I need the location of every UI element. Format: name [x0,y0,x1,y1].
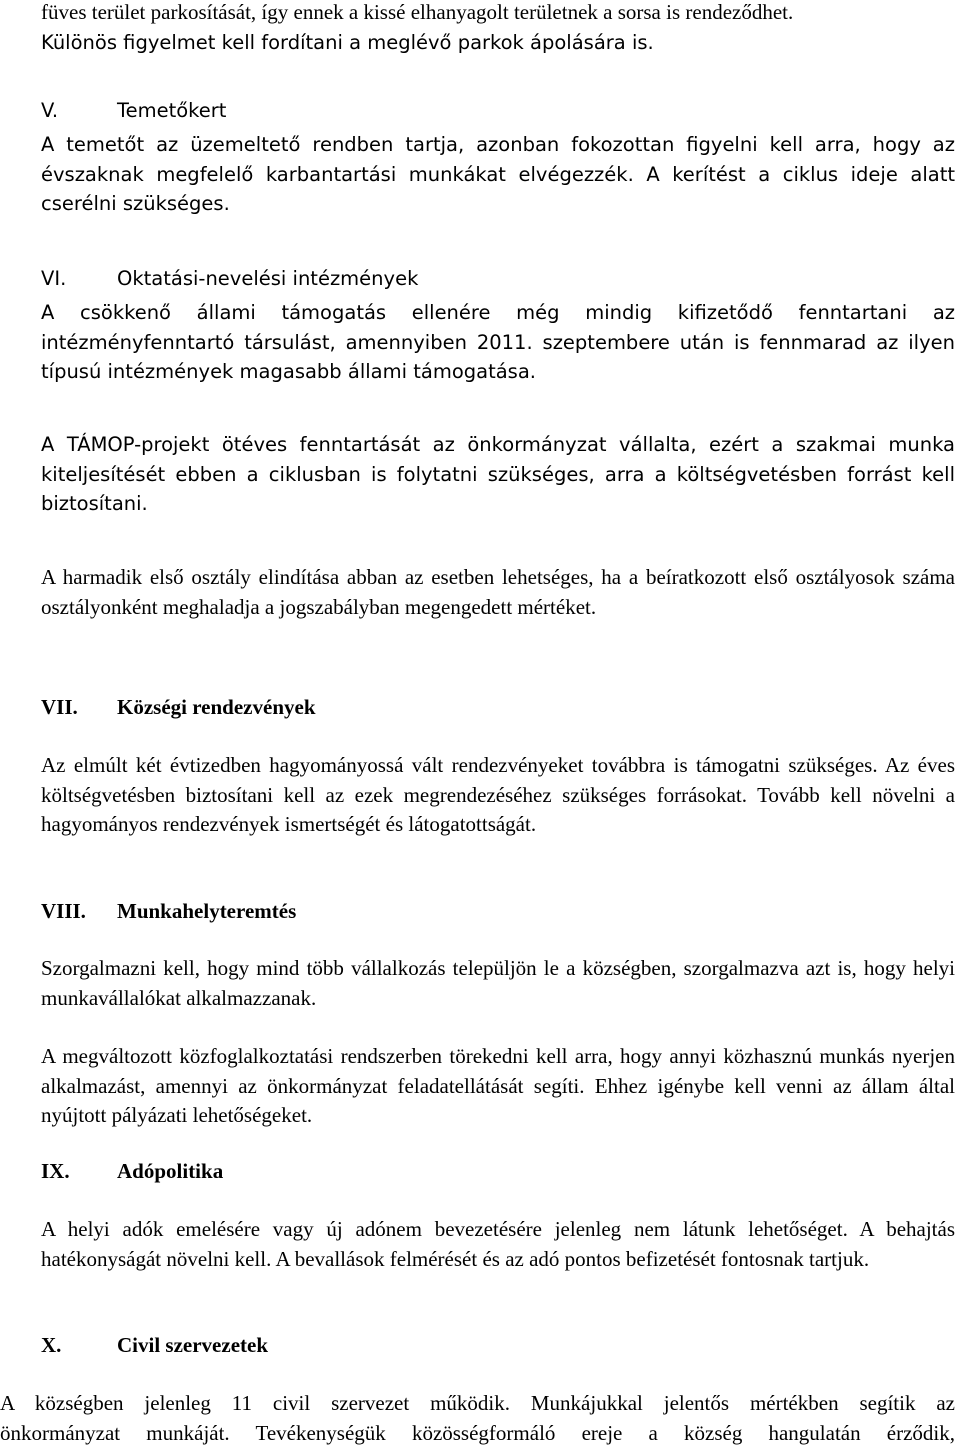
intro-paragraph [41,0,955,28]
section-title: Adópolitika [117,1159,224,1183]
section-number: V. [41,99,59,122]
section-vi-paragraph-2: A TÁMOP-projekt ötéves fenntartását az önkormányzat vállalta, ezért a szakmai munka kiteljesítését ebben a ciklusban is folytatni szükséges, arra a költségvetésben forrást kell biztosítani. [41,433,955,515]
section-number: VI. [41,267,67,290]
intro-paragraph-2 [41,28,955,58]
section-x-body [0,1389,955,1448]
section-v-body: A temetőt az üzemeltető rendben tartja, azonban fokozottan figyelni kell arra, hogy az évszaknak megfelelő karbantartási munkákat elvégezzék. A kerítést a ciklus ideje alatt cserélni szükséges. [41,133,955,215]
section-title: Munkahelyteremtés [117,899,297,923]
intro-line-1: füves terület parkosítását, így ennek a kissé elhanyagolt területnek a sorsa is rendeződhet. [41,0,794,24]
section-vi-body: A csökkenő állami támogatás ellenére még mindig kifizetődő fenntartani az intézményfenntartó társulást, amennyiben 2011. szeptembere után is fennmarad az ilyen típusú intézmények magasabb állami támogatása. [41,301,955,383]
section-title: Községi rendezvények [117,695,316,719]
section-heading-v [41,96,955,126]
section-heading-ix [41,1157,955,1187]
intro-line-2: Különös figyelmet kell fordítani a meglévő parkok ápolására is. [41,31,654,54]
section-x-line-2: önkormányzat munkáját. Tevékenységük közösségformáló ereje a község hangulatán érződik, [0,1420,955,1445]
section-number: VIII. [41,899,86,923]
section-number: IX. [41,1159,70,1183]
section-ix-body: A helyi adók emelésére vagy új adónem bevezetésére jelenleg nem látunk lehetőséget. A behajtás hatékonyságát növelni kell. A bevallások felmérését és az adó pontos befizetését fontosnak tartjuk. [41,1217,955,1271]
section-title: Oktatási-nevelési intézmények [117,267,419,290]
section-heading-vi [41,264,955,294]
section-title: Civil szervezetek [117,1333,269,1357]
section-number: VII. [41,695,78,719]
section-vii-body: Az elmúlt két évtizedben hagyományossá vált rendezvényeket továbbra is támogatni szükséges. Az éves költségvetésben biztosítani kell az ezek megrendezéséhez szükséges forrásokat. Tovább kell növelni a hagyományos rendezvények ismertségét és látogatottságát. [41,753,955,836]
section-x-line-1: A községben jelenleg 11 civil szervezet működik. Munkájukkal jelentős mértékben segítik az [0,1391,955,1415]
section-heading-vii [41,693,955,723]
section-title: Temetőkert [117,99,227,122]
section-viii-paragraph-2: A megváltozott közfoglalkoztatási rendszerben törekedni kell arra, hogy annyi közhasznú munkás nyerjen alkalmazást, amennyi az önkormányzat feladatellátását segíti. Ehhez igénybe kell venni az állam által nyújtott pályázati lehetőségeket. [41,1044,955,1127]
section-viii-body: Szorgalmazni kell, hogy mind több vállalkozás települjön le a községben, szorgalmazva azt is, hogy helyi munkavállalókat alkalmazzanak. [41,956,955,1010]
section-heading-viii [41,897,955,927]
section-number: X. [41,1333,62,1357]
section-heading-x [41,1331,955,1361]
section-vi-paragraph-3: A harmadik első osztály elindítása abban az esetben lehetséges, ha a beíratkozott első osztályosok száma osztályonként meghaladja a jogszabályban megengedett mértéket. [41,565,955,619]
